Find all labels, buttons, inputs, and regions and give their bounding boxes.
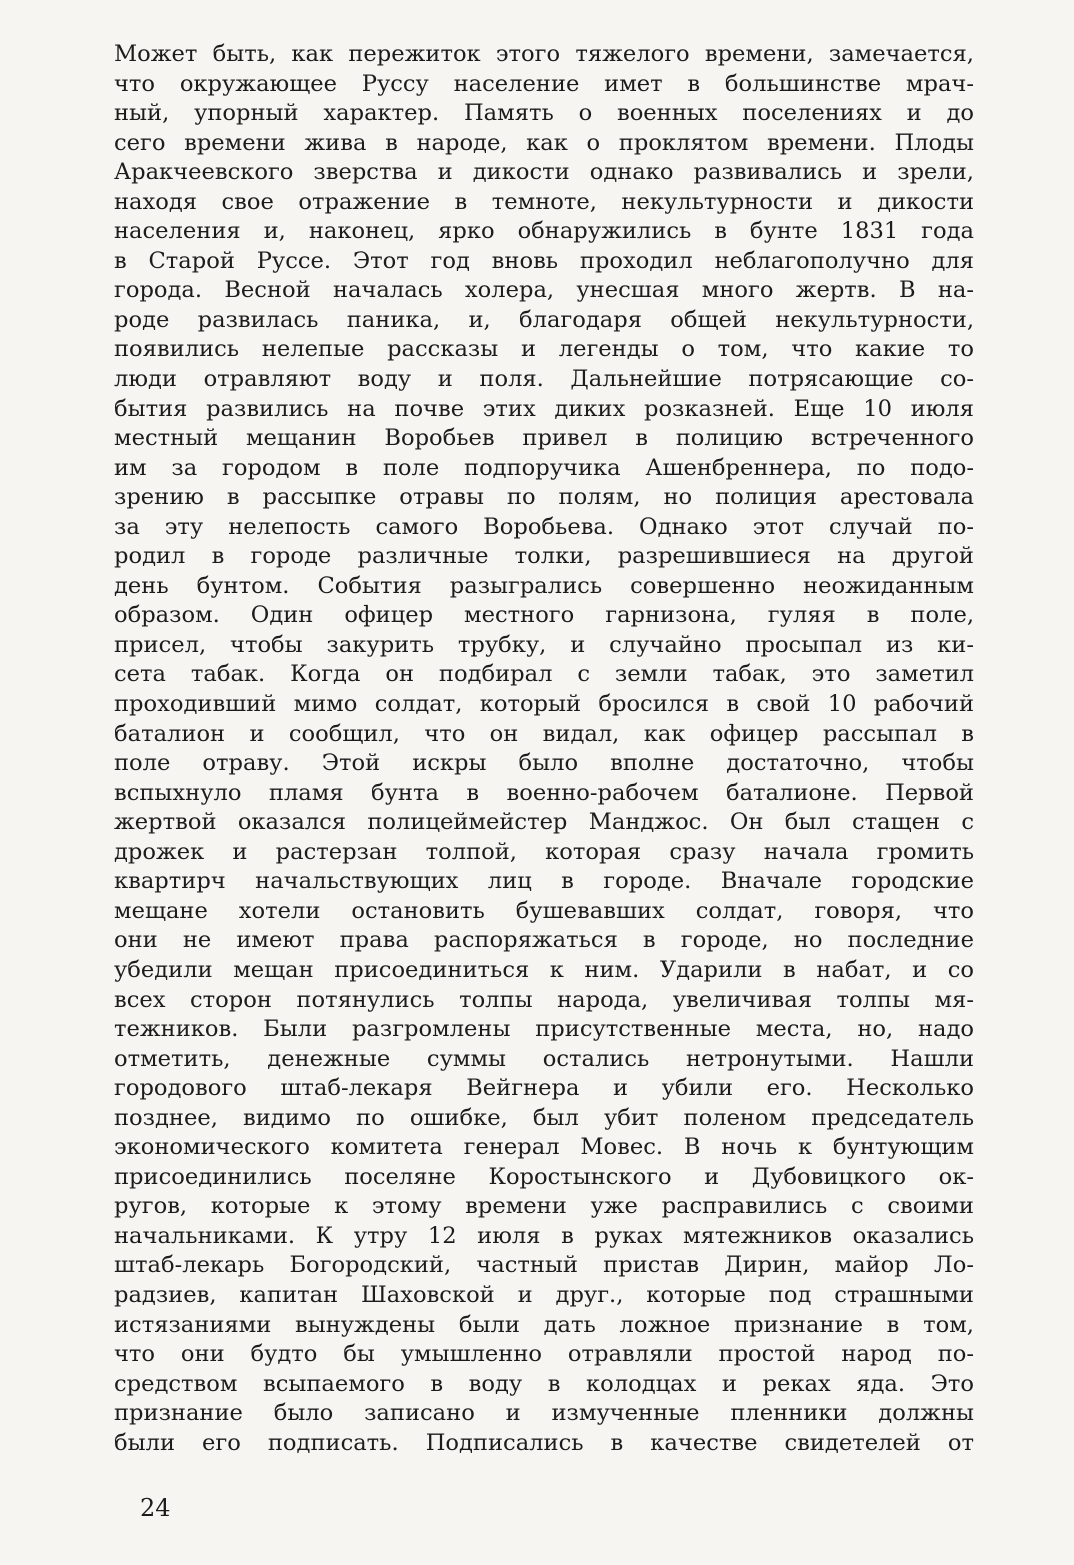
text-line: проходивший мимо солдат, который бросился в свой 10 рабочий xyxy=(114,691,974,718)
text-line: что они будто бы умышленно отравляли простой народ по- xyxy=(114,1341,974,1368)
text-line: средством всыпаемого в воду в колодцах и реках яда. Это xyxy=(114,1370,974,1397)
text-line: начальниками. К утру 12 июля в руках мятежников оказались xyxy=(114,1222,974,1249)
text-line: за эту нелепость самого Воробьева. Однако этот случай по- xyxy=(114,513,974,540)
text-line: отметить, денежные суммы остались нетронутыми. Нашли xyxy=(114,1045,974,1072)
text-line: Аракчеевского зверства и дикости однако развивались и зрели, xyxy=(114,159,974,186)
text-line: ругов, которые к этому времени уже расправились с своими xyxy=(114,1193,974,1220)
text-line: городового штаб-лекаря Вейгнера и убили его. Несколько xyxy=(114,1075,974,1102)
text-line: присоединились поселяне Коростынского и Дубовицкого ок- xyxy=(114,1163,974,1190)
text-line: признание было записано и измученные пленники должны xyxy=(114,1400,974,1427)
text-line: жертвой оказался полицеймейстер Манджос. Он был стащен с xyxy=(114,809,974,836)
text-line: позднее, видимо по ошибке, был убит поленом председатель xyxy=(114,1104,974,1131)
text-line: роде развилась паника, и, благодаря общей некультурности, xyxy=(114,306,974,333)
body-text xyxy=(114,40,974,1458)
text-line: появились нелепые рассказы и легенды о том, что какие то xyxy=(114,336,974,363)
text-line: образом. Один офицер местного гарнизона, гуляя в поле, xyxy=(114,602,974,629)
text-line: день бунтом. События разыгрались совершенно неожиданным xyxy=(114,572,974,599)
text-line: квартирч начальствующих лиц в городе. Вначале городские xyxy=(114,868,974,895)
text-line: Может быть, как пережиток этого тяжелого времени, замечается, xyxy=(114,41,974,67)
text-line: города. Весной началась холера, унесшая много жертв. В на- xyxy=(114,277,974,304)
text-line: они не имеют права распоряжаться в городе, но последние xyxy=(114,927,974,954)
text-line: родил в городе различные толки, разрешившиеся на другой xyxy=(114,543,974,570)
text-line: населения и, наконец, ярко обнаружились в бунте 1831 года xyxy=(114,218,974,245)
text-line: им за городом в поле подпоручика Ашенбреннера, по подо- xyxy=(114,454,974,481)
text-line: местный мещанин Воробьев привел в полицию встреченного xyxy=(114,425,974,452)
text-line: штаб-лекарь Богородский, частный пристав Дирин, майор Ло- xyxy=(114,1252,974,1279)
text-line: радзиев, капитан Шаховской и друг., которые под страшными xyxy=(114,1281,974,1308)
text-line: мещане хотели остановить бушевавших солдат, говоря, что xyxy=(114,897,974,924)
text-line: поле отраву. Этой искры было вполне достаточно, чтобы xyxy=(114,750,974,777)
text-line: были его подписать. Подписались в качестве свидетелей от xyxy=(114,1429,974,1456)
text-line: люди отравляют воду и поля. Дальнейшие потрясающие со- xyxy=(114,366,974,393)
page-number: 24 xyxy=(140,1494,171,1522)
text-line: что окружающее Руссу население имет в большинстве мрач- xyxy=(114,70,974,97)
text-line: убедили мещан присоединиться к ним. Ударили в набат, и со xyxy=(114,956,974,983)
text-line: тежников. Были разгромлены присутственные места, но, надо xyxy=(114,1016,974,1043)
text-line: вспыхнуло пламя бунта в военно-рабочем баталионе. Первой xyxy=(114,779,974,806)
text-line: сета табак. Когда он подбирал с земли табак, это заметил xyxy=(114,661,974,688)
text-line: всех сторон потянулись толпы народа, увеличивая толпы мя- xyxy=(114,986,974,1013)
text-line: находя свое отражение в темноте, некультурности и дикости xyxy=(114,188,974,215)
text-line: дрожек и растерзан толпой, которая сразу начала громить xyxy=(114,838,974,865)
text-line: зрению в рассыпке отравы по полям, но полиция арестовала xyxy=(114,484,974,511)
text-line: бытия развились на почве этих диких розказней. Еще 10 июля xyxy=(114,395,974,422)
text-line: сего времени жива в народе, как о проклятом времени. Плоды xyxy=(114,129,974,156)
text-line: ный, упорный характер. Память о военных поселениях и до xyxy=(114,100,974,127)
text-line: баталион и сообщил, что он видал, как офицер рассыпал в xyxy=(114,720,974,747)
text-line: истязаниями вынуждены были дать ложное признание в том, xyxy=(114,1311,974,1338)
text-line: экономического комитета генерал Мовес. В ночь к бунтующим xyxy=(114,1134,974,1161)
text-line: присел, чтобы закурить трубку, и случайно просыпал из ки- xyxy=(114,631,974,658)
text-line: в Старой Руссе. Этот год вновь проходил неблагополучно для xyxy=(114,247,974,274)
